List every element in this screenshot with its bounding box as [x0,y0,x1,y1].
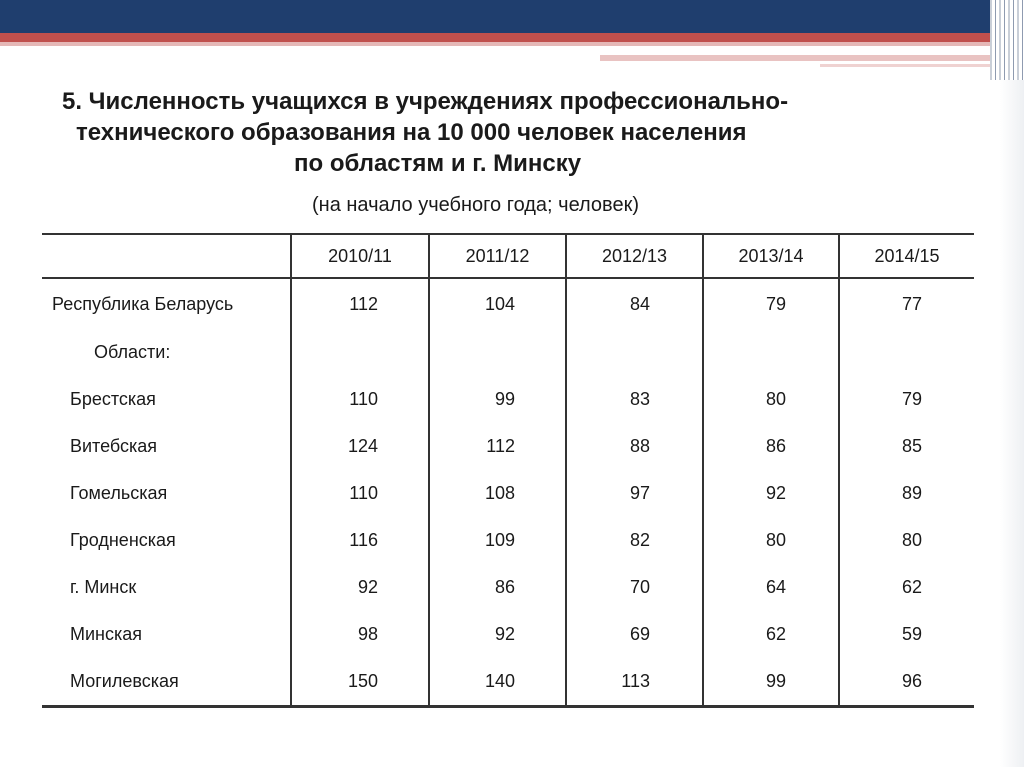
cell-value: 62 [703,611,839,658]
header-bar-blue [0,0,1024,33]
cell-value: 79 [703,278,839,329]
corner-stripes [990,0,1024,80]
cell-value: 110 [291,376,429,423]
cell-value: 82 [566,517,703,564]
header-year: 2013/14 [703,234,839,278]
header-bar-red [0,33,1000,42]
cell-value: 116 [291,517,429,564]
table-row [42,564,974,611]
cell-value: 96 [839,658,974,707]
header-bar-pink-short [600,55,1000,61]
table-row [42,517,974,564]
cell-value [566,329,703,376]
table-row [42,423,974,470]
table-row [42,278,974,329]
cell-value: 98 [291,611,429,658]
table-row [42,329,974,376]
cell-value [703,329,839,376]
cell-value: 80 [839,517,974,564]
cell-value: 59 [839,611,974,658]
title-line-2: технического образования на 10 000 человек населения [76,119,747,146]
header-year: 2012/13 [566,234,703,278]
cell-value: 64 [703,564,839,611]
row-name: Гродненская [70,530,176,550]
cell-value: 83 [566,376,703,423]
cell-value [839,329,974,376]
table-row [42,658,974,707]
cell-value: 110 [291,470,429,517]
cell-value [429,329,566,376]
cell-value: 70 [566,564,703,611]
cell-value [291,329,429,376]
row-name: Минская [70,624,143,644]
cell-value: 104 [429,278,566,329]
cell-value: 112 [291,278,429,329]
cell-value: 108 [429,470,566,517]
row-name: Гомельская [70,483,168,503]
cell-value: 113 [566,658,703,707]
cell-value: 150 [291,658,429,707]
cell-value: 124 [291,423,429,470]
cell-value: 99 [703,658,839,707]
cell-value: 80 [703,376,839,423]
cell-value: 92 [291,564,429,611]
cell-value: 69 [566,611,703,658]
row-name: Витебская [70,436,158,456]
title-line-3: по областям и г. Минску [294,150,582,177]
cell-value: 92 [703,470,839,517]
cell-value: 97 [566,470,703,517]
cell-value: 92 [429,611,566,658]
cell-value: 86 [703,423,839,470]
cell-value: 99 [429,376,566,423]
table-subtitle: (на начало учебного года; человек) [312,194,639,216]
data-table [42,233,974,708]
cell-value: 80 [703,517,839,564]
cell-value: 109 [429,517,566,564]
header-year: 2011/12 [429,234,566,278]
cell-value: 77 [839,278,974,329]
cell-value: 62 [839,564,974,611]
row-name: Республика Беларусь [52,293,234,314]
table-row [42,376,974,423]
cell-value: 86 [429,564,566,611]
cell-value: 79 [839,376,974,423]
header-stub [42,234,291,278]
header-row [42,234,974,278]
table-row [42,470,974,517]
row-name: Брестская [70,389,156,409]
cell-value: 112 [429,423,566,470]
row-name: г. Минск [70,577,137,597]
header-year: 2010/11 [291,234,429,278]
right-edge-shade [1000,80,1024,767]
cell-value: 89 [839,470,974,517]
cell-value: 140 [429,658,566,707]
table-row [42,611,974,658]
header-year: 2014/15 [839,234,974,278]
cell-value: 84 [566,278,703,329]
row-name: Могилевская [42,658,291,707]
table-title [62,86,892,179]
cell-value: 88 [566,423,703,470]
row-name: Области: [94,342,171,362]
header-bar-pink-tiny [820,64,1000,67]
title-line-1: 5. Численность учащихся в учреждениях профессионально- [62,88,789,115]
cell-value: 85 [839,423,974,470]
header-bar-pink [0,42,1000,46]
